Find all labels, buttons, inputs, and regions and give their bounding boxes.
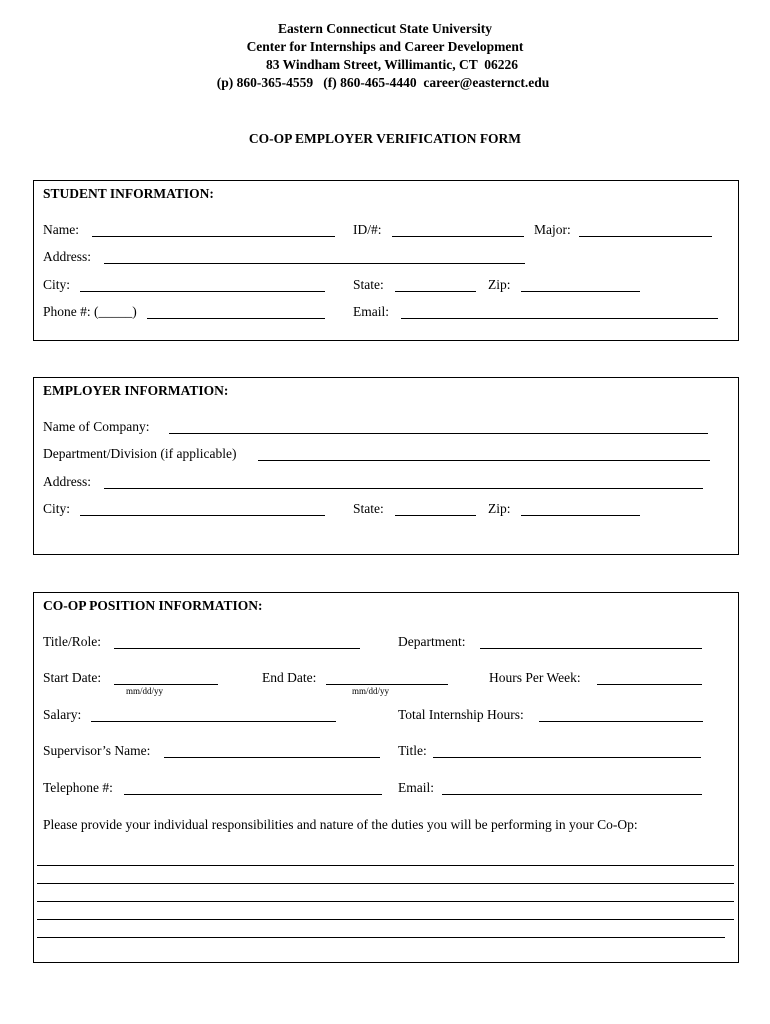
responsibilities-line[interactable]	[37, 937, 725, 938]
position-section	[33, 592, 739, 963]
start-date-hint: mm/dd/yy	[126, 686, 164, 696]
org-address: 83 Windham Street, Willimantic, CT 06226	[265, 57, 519, 72]
position-start-date-label: Start Date:	[43, 670, 102, 685]
position-department-label: Department:	[398, 634, 466, 649]
employer-state-field[interactable]	[395, 515, 476, 516]
position-hours-week-field[interactable]	[597, 684, 702, 685]
student-city-field[interactable]	[80, 291, 325, 292]
position-end-date-label: End Date:	[262, 670, 317, 685]
position-title-role-label: Title/Role:	[43, 634, 102, 649]
position-salary-field[interactable]	[91, 721, 336, 722]
responsibilities-line[interactable]	[37, 901, 734, 902]
position-email-label: Email:	[398, 780, 434, 795]
position-title-role-field[interactable]	[114, 648, 360, 649]
position-title-field[interactable]	[433, 757, 701, 758]
student-major-field[interactable]	[579, 236, 712, 237]
student-id-field[interactable]	[392, 236, 524, 237]
student-phone-field[interactable]	[147, 318, 325, 319]
student-state-field[interactable]	[395, 291, 476, 292]
position-supervisor-label: Supervisor’s Name:	[43, 743, 151, 758]
student-phone-label: Phone #: (_____)	[43, 304, 137, 319]
responsibilities-line[interactable]	[37, 865, 734, 866]
student-id-label: ID/#:	[353, 222, 382, 237]
student-heading: STUDENT INFORMATION:	[43, 186, 214, 201]
employer-section	[33, 377, 739, 555]
employer-zip-label: Zip:	[488, 501, 511, 516]
employer-company-field[interactable]	[169, 433, 708, 434]
responsibilities-prompt: Please provide your individual responsibilities and nature of the duties you will be performing in your Co-Op:	[43, 817, 638, 832]
student-address-field[interactable]	[104, 263, 525, 264]
responsibilities-line[interactable]	[37, 919, 734, 920]
student-name-label: Name:	[43, 222, 79, 237]
position-department-field[interactable]	[480, 648, 702, 649]
employer-department-label: Department/Division (if applicable)	[43, 446, 237, 461]
employer-company-label: Name of Company:	[43, 419, 150, 434]
position-supervisor-field[interactable]	[164, 757, 380, 758]
student-address-label: Address:	[43, 249, 91, 264]
employer-city-label: City:	[43, 501, 71, 516]
employer-zip-field[interactable]	[521, 515, 640, 516]
employer-heading: EMPLOYER INFORMATION:	[43, 383, 229, 398]
position-telephone-label: Telephone #:	[43, 780, 113, 795]
student-zip-field[interactable]	[521, 291, 640, 292]
employer-department-field[interactable]	[258, 460, 710, 461]
position-total-hours-field[interactable]	[539, 721, 703, 722]
student-city-label: City:	[43, 277, 71, 292]
student-email-field[interactable]	[401, 318, 718, 319]
student-name-field[interactable]	[92, 236, 335, 237]
student-email-label: Email:	[353, 304, 389, 319]
letterhead	[0, 20, 770, 92]
employer-state-label: State:	[353, 501, 384, 516]
position-end-date-field[interactable]	[326, 684, 448, 685]
position-salary-label: Salary:	[43, 707, 82, 722]
position-hours-week-label: Hours Per Week:	[489, 670, 581, 685]
student-zip-label: Zip:	[488, 277, 511, 292]
student-major-label: Major:	[534, 222, 571, 237]
position-total-hours-label: Total Internship Hours:	[398, 707, 524, 722]
student-state-label: State:	[353, 277, 384, 292]
responsibilities-line[interactable]	[37, 883, 734, 884]
org-name: Eastern Connecticut State University	[277, 21, 493, 36]
position-title-label: Title:	[398, 743, 427, 758]
end-date-hint: mm/dd/yy	[352, 686, 390, 696]
position-telephone-field[interactable]	[124, 794, 382, 795]
employer-address-field[interactable]	[104, 488, 703, 489]
org-contact: (p) 860-365-4559 (f) 860-465-4440 career@easternct.edu	[216, 75, 550, 90]
dept-name: Center for Internships and Career Development	[246, 39, 524, 54]
employer-address-label: Address:	[43, 474, 91, 489]
form-title: CO-OP EMPLOYER VERIFICATION FORM	[248, 131, 522, 146]
employer-city-field[interactable]	[80, 515, 325, 516]
student-section	[33, 180, 739, 341]
position-email-field[interactable]	[442, 794, 702, 795]
position-start-date-field[interactable]	[114, 684, 218, 685]
position-heading: CO-OP POSITION INFORMATION:	[43, 598, 263, 613]
